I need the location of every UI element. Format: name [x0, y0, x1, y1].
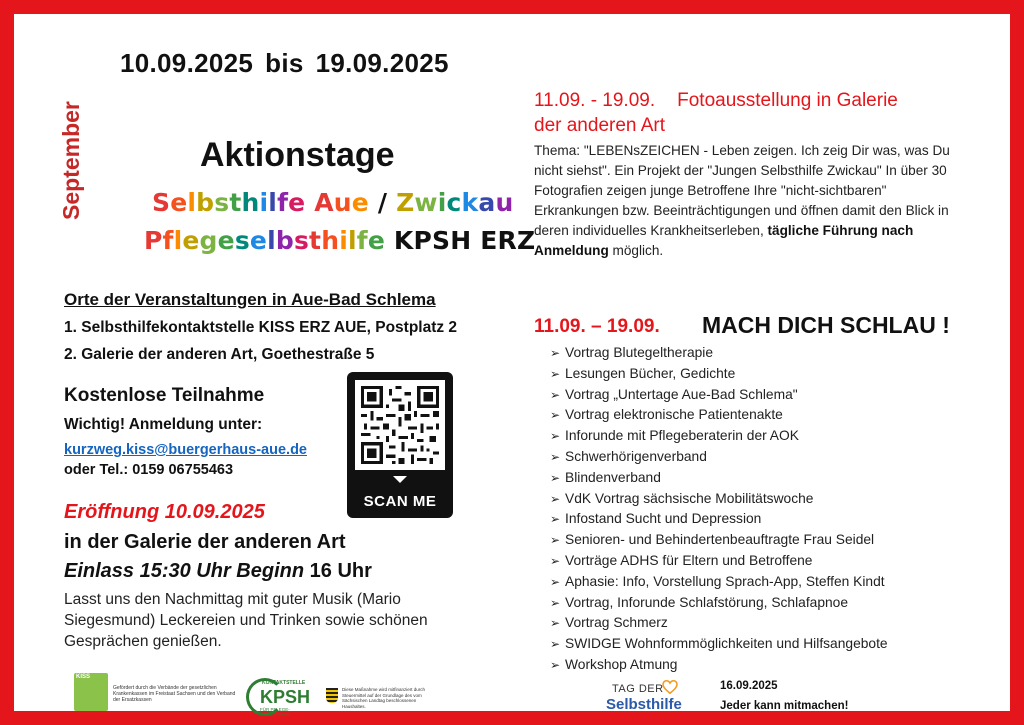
tag-der-selbsthilfe-logo [606, 683, 696, 717]
date-separator: bis [265, 48, 304, 78]
date-to: 19.09.2025 [315, 48, 449, 78]
arrow-bullet-icon: ➢ [550, 470, 561, 485]
date-from: 10.09.2025 [120, 48, 254, 78]
program-item-label: Schwerhörigenverband [565, 448, 707, 464]
kpsh-logo [246, 678, 314, 716]
qr-pointer-icon [393, 476, 407, 483]
arrow-bullet-icon: ➢ [550, 346, 561, 360]
kpsh-logo-sub: FÜR PFLEGE-SELBSTHILFE [260, 707, 291, 717]
program-item-label: Inforunde mit Pflegeberaterin der AOK [565, 428, 799, 444]
program-list-item [550, 343, 970, 364]
exhibition-description [534, 141, 974, 261]
program-item-label: Vortrag elektronische Patientenakte [565, 407, 783, 423]
program-list-item [550, 530, 970, 551]
program-item-label: Vortrag, Inforunde Schlafstörung, Schlafapnoe [565, 594, 849, 610]
program-list-item [550, 405, 970, 426]
program-list [550, 343, 970, 676]
month-vertical-label: September [58, 101, 84, 220]
saxony-coat-of-arms-icon [326, 688, 338, 703]
arrow-bullet-icon: ➢ [550, 491, 561, 506]
exhibition-heading [534, 90, 898, 112]
registration-note: Wichtig! Anmeldung unter: [64, 416, 263, 433]
arrow-bullet-icon: ➢ [550, 637, 561, 652]
opening-einlass: Einlass 15:30 Uhr Beginn [64, 560, 305, 582]
exhibition-date: 11.09. - 19.09. [534, 90, 656, 111]
qr-code-icon [355, 380, 445, 470]
program-item-label: Lesungen Bücher, Gedichte [565, 365, 736, 381]
program-item-label: Vortrag Blutegeltherapie [565, 345, 714, 360]
opening-beginn-time: 16 Uhr [304, 560, 372, 582]
tds-slogan: Jeder kann mitmachen! [720, 700, 849, 712]
title-kpsh-erz: KPSH ERZ [385, 226, 536, 255]
program-list-item [550, 551, 970, 572]
program-list-item [550, 489, 970, 510]
qr-scan-label: SCAN ME [363, 493, 437, 510]
exhibition-tail: möglich. [608, 243, 664, 258]
arrow-bullet-icon: ➢ [550, 533, 561, 548]
arrow-bullet-icon: ➢ [550, 574, 561, 589]
arrow-bullet-icon: ➢ [550, 657, 561, 672]
program-list-item [550, 634, 970, 655]
program-list-item [550, 655, 970, 676]
tds-logo-main: Selbsthilfe [606, 696, 682, 713]
date-range [120, 48, 449, 79]
saxony-funding-text: Diese Maßnahme wird mitfinanziert durch Steuermittel auf der Grundlage des vom Sächsischen Landtag beschlossenen Haushaltes. [342, 687, 426, 709]
program-item-label: VdK Vortrag sächsische Mobilitätswoche [565, 490, 814, 506]
arrow-bullet-icon: ➢ [550, 366, 561, 381]
program-list-item [550, 613, 970, 634]
arrow-bullet-icon: ➢ [550, 387, 561, 402]
arrow-bullet-icon: ➢ [550, 408, 561, 423]
program-item-label: Blindenverband [565, 469, 661, 485]
opening-location: in der Galerie der anderen Art [64, 531, 346, 553]
tds-logo-top: TAG DER [612, 683, 664, 695]
kiss-logo-text: KISS [76, 674, 91, 680]
program-date: 11.09. – 19.09. [534, 316, 660, 337]
program-list-item [550, 447, 970, 468]
title-pflegeselbsthilfe-colored: Pflegeselbsthilfe [144, 226, 385, 255]
opening-description: Lasst uns den Nachmittag mit guter Musik (Mario Siegesmund) Leckereien und Trinken sowie schönen Gesprächen genießen. [64, 591, 428, 650]
exhibition-title-line2: der anderen Art [534, 115, 665, 136]
arrow-bullet-icon: ➢ [550, 595, 561, 610]
arrow-bullet-icon: ➢ [550, 616, 561, 631]
qr-code-card[interactable] [347, 372, 453, 518]
tds-date: 16.09.2025 [720, 680, 778, 692]
arrow-bullet-icon: ➢ [550, 429, 561, 444]
program-item-label: Infostand Sucht und Depression [565, 511, 762, 527]
program-item-label: Aphasie: Info, Vorstellung Sprach-App, Steffen Kindt [565, 573, 885, 589]
free-participation-heading: Kostenlose Teilnahme [64, 385, 265, 406]
program-item-label: Vortrag „Untertage Aue-Bad Schlema" [565, 386, 798, 402]
kpsh-logo-main: KPSH [260, 687, 311, 707]
arrow-bullet-icon: ➢ [550, 449, 561, 464]
kpsh-logo-top: KONTAKTSTELLE [262, 680, 306, 686]
arrow-bullet-icon: ➢ [550, 553, 561, 568]
venue-item: 1. Selbsthilfekontaktstelle KISS ERZ AUE, Postplatz 2 [64, 319, 458, 336]
phone-number: oder Tel.: 0159 06755463 [64, 462, 234, 478]
program-title: MACH DICH SCHLAU ! [702, 312, 950, 338]
program-item-label: Senioren- und Behindertenbeauftragte Frau Seidel [565, 532, 875, 548]
kiss-funding-text: Gefördert durch die Verbände der gesetzlichen Krankenkassen im Freistaat Sachsen und den Verband der Ersatzkassen [113, 685, 236, 703]
venue-item: 2. Galerie der anderen Art, Goethestraße 5 [64, 346, 375, 363]
program-list-item [550, 426, 970, 447]
program-list-item [550, 509, 970, 530]
program-item-label: Vortrag Schmerz [565, 615, 668, 631]
exhibition-title: Fotoausstellung in Galerie [677, 90, 898, 111]
program-list-item [550, 468, 970, 489]
venues-heading: Orte der Veranstaltungen in Aue-Bad Schlema [64, 290, 436, 309]
email-link[interactable]: kurzweg.kiss@buergerhaus-aue.de [64, 442, 307, 458]
program-item-label: SWIDGE Wohnformmöglichkeiten und Hilfsangebote [565, 636, 888, 652]
arrow-bullet-icon: ➢ [550, 512, 561, 527]
title-selbsthilfe-aue-zwickau: Selbsthilfe Aue / Zwickau [152, 188, 514, 217]
program-item-label: Workshop Atmung [565, 656, 678, 672]
program-list-item [550, 593, 970, 614]
program-list-item [550, 385, 970, 406]
exhibition-text: Thema: "LEBENsZEICHEN - Leben zeigen. Ich zeig Dir was, was Du nicht siehst". Ein Projekt der "Jungen Selbsthilfe Zwickau" In über 30 Fotografien zeigen junge Betroffene Ihre "nicht-sichtbaren" Erkrankungen bzw. Beeinträchtigungen und öffnen damit den Blick in deren individuelles Krankheitserleben, [534, 143, 950, 238]
opening-label: Eröffnung 10.09.2025 [64, 501, 265, 523]
heart-icon [662, 680, 678, 694]
program-list-item [550, 364, 970, 385]
exhibition-guided-tour: tägliche Führung nach Anmeldung [534, 223, 914, 258]
title-pflegeselbsthilfe [144, 226, 535, 255]
program-list-item [550, 572, 970, 593]
program-item-label: Vorträge ADHS für Eltern und Betroffene [565, 552, 813, 568]
opening-time [64, 560, 372, 583]
page-title: Aktionstage [200, 136, 395, 174]
